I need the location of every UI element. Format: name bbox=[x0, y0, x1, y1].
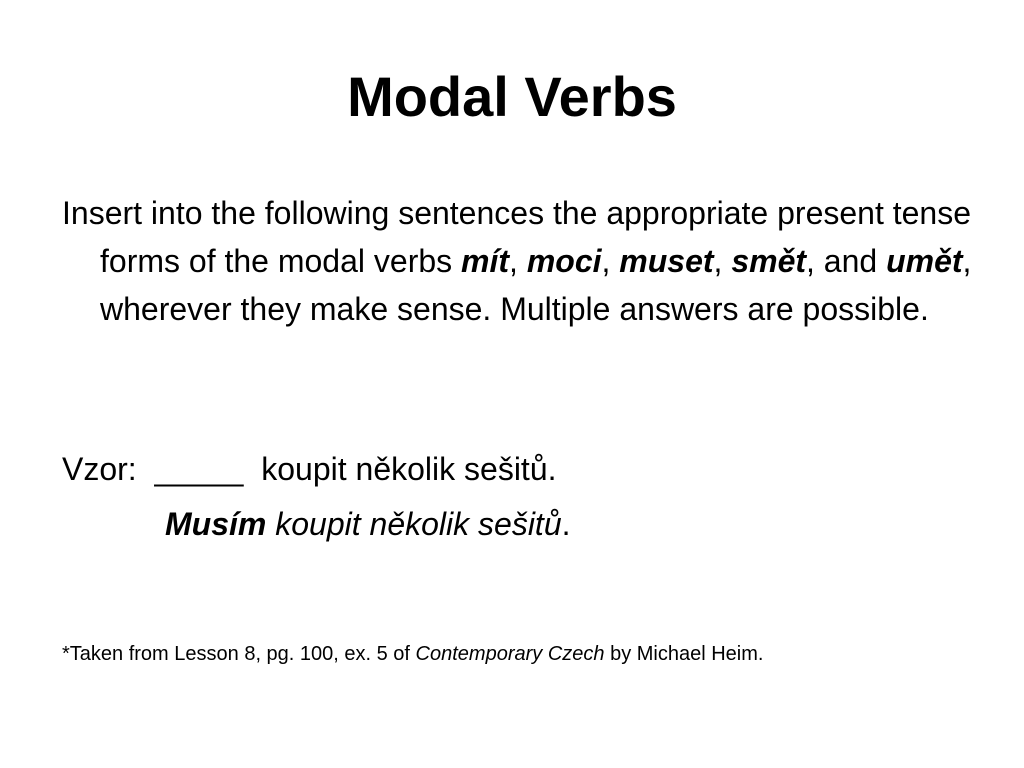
verb-moci: moci bbox=[526, 243, 602, 279]
instruction-paragraph bbox=[62, 189, 1000, 333]
instruction-lead: Insert into the following sentences the appropriate present tense forms of the modal verbs bbox=[62, 195, 972, 279]
separator-4: , and bbox=[806, 243, 887, 279]
verb-mit: mít bbox=[461, 243, 510, 279]
instruction-tail: , wherever they make sense. Multiple answers are possible. bbox=[100, 243, 972, 327]
slide-title: Modal Verbs bbox=[347, 65, 677, 128]
separator-2: , bbox=[601, 243, 620, 279]
footnote-suffix: by Michael Heim. bbox=[604, 643, 764, 665]
verb-muset: muset bbox=[619, 243, 714, 279]
footnote-prefix: *Taken from Lesson 8, pg. 100, ex. 5 of bbox=[62, 643, 416, 665]
example-answer bbox=[165, 500, 571, 548]
example-prompt: Vzor: _____ koupit několik sešitů. bbox=[62, 451, 557, 487]
answer-period: . bbox=[561, 506, 571, 542]
footnote-book-title: Contemporary Czech bbox=[415, 643, 605, 665]
separator-3: , bbox=[713, 243, 732, 279]
answer-modal: Musím bbox=[165, 506, 267, 542]
footnote bbox=[62, 640, 763, 668]
verb-umet: umět bbox=[886, 243, 963, 279]
separator-1: , bbox=[509, 243, 527, 279]
answer-rest: koupit několik sešitů bbox=[266, 506, 562, 542]
verb-smet: smět bbox=[731, 243, 807, 279]
